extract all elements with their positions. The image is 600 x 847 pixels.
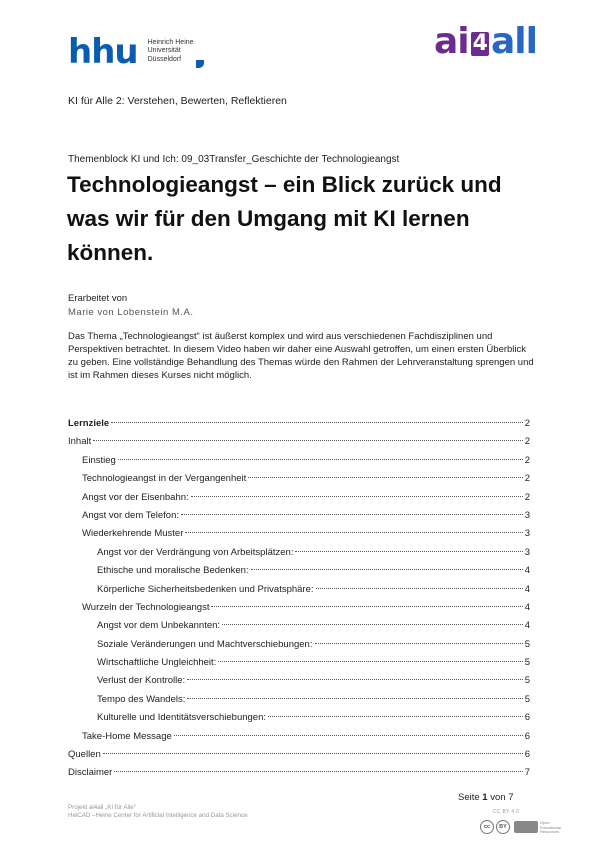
oer-label (540, 821, 570, 835)
toc-entry-page: 3 (524, 528, 530, 540)
toc-entry[interactable] (68, 657, 530, 675)
toc-entry[interactable] (68, 620, 530, 638)
hhu-logo-text-line: Universität (147, 47, 181, 55)
toc-entry[interactable] (68, 602, 530, 620)
oer-icon (514, 821, 538, 833)
toc-entry[interactable] (68, 510, 530, 528)
course-title: KI für Alle 2: Verstehen, Bewerten, Reflektieren (68, 95, 287, 107)
toc-entry-page: 5 (524, 693, 530, 705)
toc-entry-page: 2 (524, 418, 530, 429)
page-number-separator: von (490, 792, 506, 803)
toc-dot-leader (118, 459, 523, 460)
toc-entry-page: 6 (524, 749, 530, 761)
toc-entry[interactable] (68, 767, 530, 785)
toc-entry-label: Angst vor dem Unbekannten: (97, 620, 221, 632)
toc-entry-label: Disclaimer (68, 767, 113, 779)
cc-license-text: CC BY 4.0 (493, 809, 520, 815)
toc-entry[interactable] (68, 418, 530, 436)
toc-entry-label: Wiederkehrende Muster (82, 528, 184, 540)
toc-dot-leader (218, 661, 522, 662)
page-number-total: 7 (508, 792, 514, 803)
toc-entry-page: 4 (524, 583, 530, 595)
author-name: Marie von Lobenstein M.A. (68, 307, 194, 318)
hhu-logo-text (148, 39, 194, 64)
toc-dot-leader (103, 753, 523, 754)
toc-entry[interactable] (68, 492, 530, 510)
toc-dot-leader (268, 716, 523, 717)
footer (68, 804, 248, 820)
toc-dot-leader (191, 496, 523, 497)
hhu-logo-text-line: Düsseldorf (147, 55, 182, 63)
toc-entry[interactable] (68, 473, 530, 491)
hhu-logo-word: hhu (68, 32, 138, 72)
footer-institute: HeiCAD –Heine Center for Artificial Intelligence and Data Science (68, 812, 248, 819)
license-badges (480, 809, 561, 836)
toc-dot-leader (251, 569, 523, 570)
toc-entry[interactable] (68, 731, 530, 749)
toc-entry-page: 5 (524, 638, 530, 650)
toc-entry[interactable] (68, 455, 530, 473)
table-of-contents (68, 418, 530, 786)
toc-entry[interactable] (68, 639, 530, 657)
toc-entry-label: Quellen (68, 749, 101, 761)
toc-entry-page: 4 (524, 601, 530, 613)
ai4all-logo-all: all (490, 21, 537, 62)
toc-entry-label: Technologieangst in der Vergangenheit (82, 473, 247, 485)
toc-entry-page: 6 (524, 712, 530, 724)
ai4all-logo-ai: ai (434, 21, 469, 62)
toc-entry-page: 2 (524, 473, 530, 485)
toc-entry-label: Einstieg (82, 454, 116, 466)
ai4all-logo-four: 4 (472, 31, 487, 56)
toc-entry-label: Angst vor der Eisenbahn: (82, 491, 189, 503)
toc-dot-leader (174, 735, 523, 736)
toc-entry-label: Wirtschaftliche Ungleichheit: (97, 657, 217, 669)
toc-entry-page: 3 (524, 509, 530, 521)
toc-entry-label: Ethische und moralische Bedenken: (97, 565, 249, 577)
toc-entry-label: Verlust der Kontrolle: (97, 675, 186, 687)
intro-paragraph: Das Thema „Technologieangst“ ist äußerst komplex und wird aus verschiedenen Fachdisziplinen und Perspektiven betrachtet. In diesem Video haben wir daher eine Auswahl getroffen, um einen ersten Überblick zu geben. Eine vollständige Behandlung des Themas würde den Rahmen der Lehrveranstaltung sprengen und ist im Rahmen dieses Kurses nicht möglich. (68, 331, 534, 381)
toc-entry-page: 5 (524, 675, 530, 687)
toc-dot-leader (93, 440, 522, 441)
page-number (458, 792, 514, 803)
toc-dot-leader (295, 551, 522, 552)
toc-entry-label: Soziale Veränderungen und Machtverschiebungen: (97, 638, 313, 650)
toc-entry-page: 3 (524, 546, 530, 558)
toc-dot-leader (181, 514, 523, 515)
toc-entry[interactable] (68, 694, 530, 712)
toc-entry-label: Take-Home Message (82, 730, 172, 742)
toc-entry-label: Lernziele (68, 418, 110, 429)
hhu-logo-text-line: Heinrich Heine (147, 39, 194, 46)
page-number-current: 1 (482, 792, 488, 803)
toc-entry[interactable] (68, 584, 530, 602)
cc-icon: cc (480, 820, 494, 834)
block-label: Themenblock KI und Ich: 09_03Transfer_Geschichte der Technologieangst (68, 154, 400, 165)
toc-dot-leader (187, 698, 522, 699)
hhu-logo-mark (196, 60, 204, 68)
toc-entry-label: Wurzeln der Technologieangst (82, 601, 210, 613)
toc-entry-page: 4 (524, 620, 530, 632)
toc-entry[interactable] (68, 675, 530, 693)
toc-dot-leader (222, 624, 523, 625)
toc-entry-label: Angst vor der Verdrängung von Arbeitsplätzen: (97, 546, 294, 558)
oer-label-line: Resources (540, 829, 560, 834)
oer-label-line: Educational (540, 824, 561, 830)
toc-entry-label: Inhalt (68, 436, 92, 448)
toc-entry-page: 2 (524, 491, 530, 503)
toc-entry-page: 5 (524, 657, 530, 669)
document-title: Technologieangst – ein Blick zurück und was wir für den Umgang mit KI lernen können. (67, 172, 502, 265)
toc-entry-label: Angst vor dem Telefon: (82, 509, 179, 521)
toc-entry[interactable] (68, 528, 530, 546)
toc-entry[interactable] (68, 565, 530, 583)
toc-dot-leader (114, 771, 522, 772)
ai4all-logo (434, 22, 537, 60)
toc-entry[interactable] (68, 712, 530, 730)
toc-dot-leader (248, 477, 522, 478)
footer-project: Projekt ai4all „KI für Alle“ (68, 804, 136, 811)
toc-entry-page: 7 (524, 767, 530, 779)
toc-dot-leader (187, 679, 523, 680)
oer-label-line: Open (540, 820, 550, 825)
hhu-logo (68, 32, 194, 72)
author-label: Erarbeitet von (68, 293, 128, 304)
toc-entry-page: 4 (524, 565, 530, 577)
toc-entry[interactable] (68, 749, 530, 767)
toc-entry-label: Körperliche Sicherheitsbedenken und Privatsphäre: (97, 583, 314, 595)
toc-entry-label: Kulturelle und Identitätsverschiebungen: (97, 712, 267, 724)
toc-entry-page: 6 (524, 730, 530, 742)
toc-dot-leader (111, 422, 523, 423)
toc-entry[interactable] (68, 547, 530, 565)
toc-dot-leader (185, 532, 522, 533)
toc-entry-page: 2 (524, 436, 530, 448)
cc-by-icon: BY (496, 820, 510, 834)
toc-dot-leader (315, 643, 523, 644)
toc-dot-leader (316, 588, 523, 589)
toc-dot-leader (211, 606, 522, 607)
page-number-prefix: Seite (458, 792, 480, 803)
toc-entry-page: 2 (524, 454, 530, 466)
toc-entry[interactable] (68, 436, 530, 454)
toc-entry-label: Tempo des Wandels: (97, 693, 186, 705)
